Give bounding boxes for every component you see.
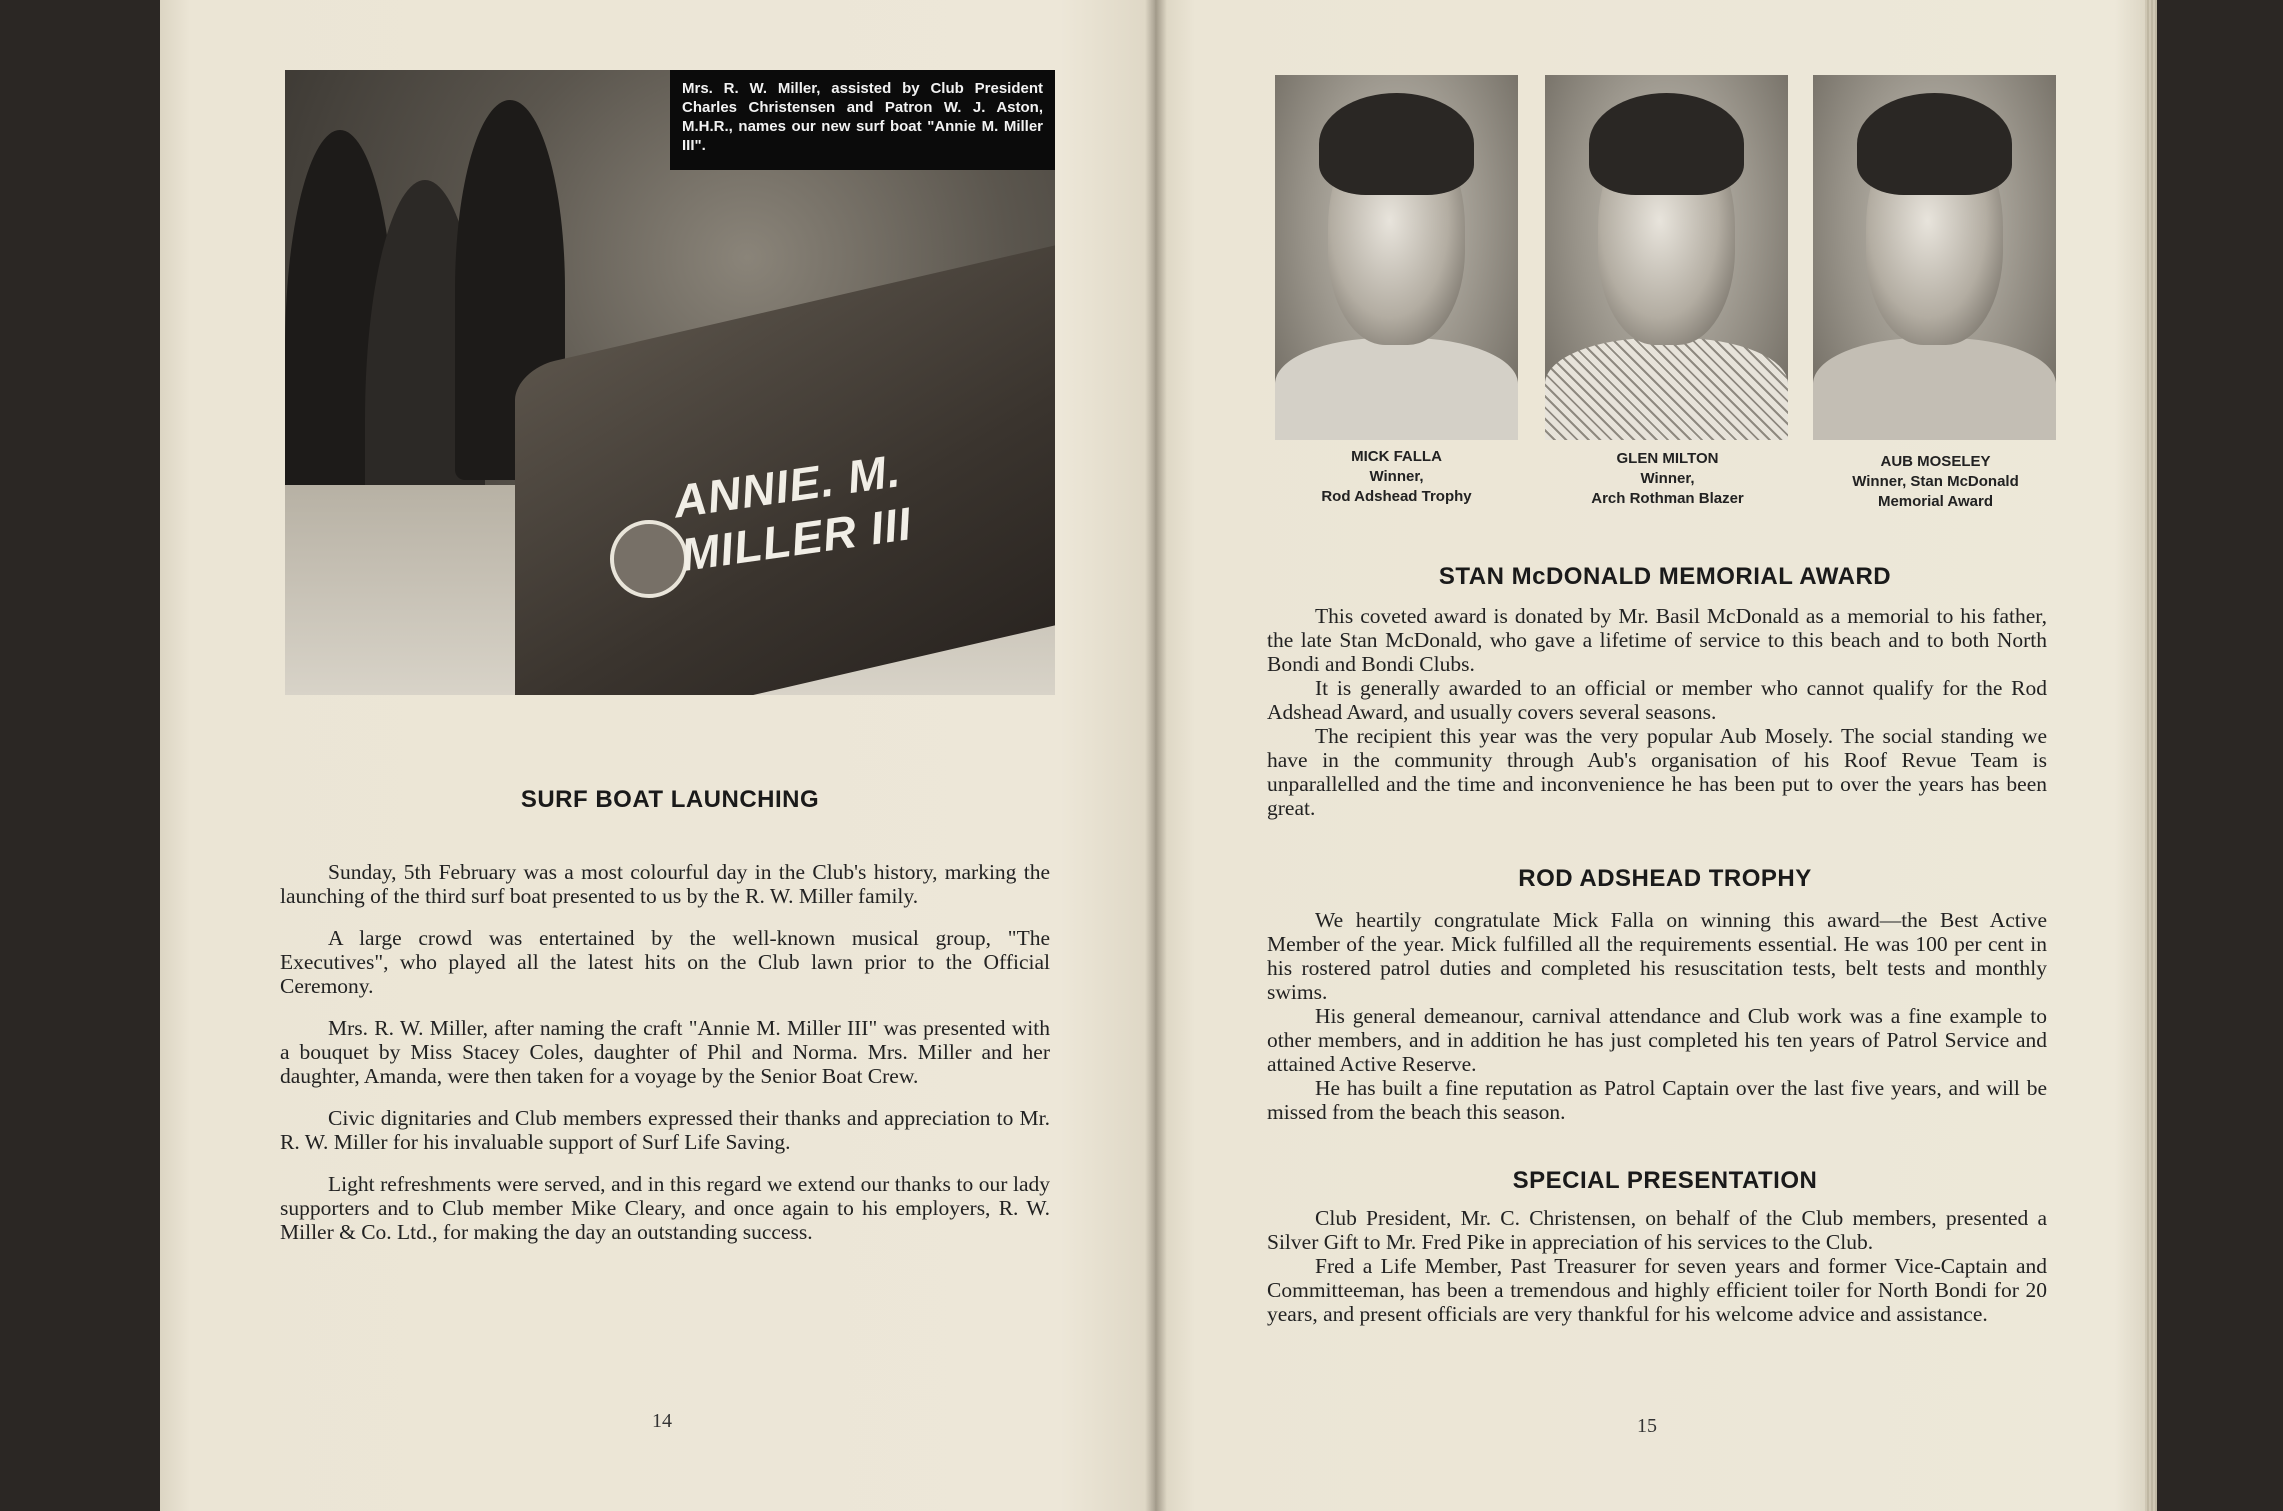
portrait-award-line: Winner, <box>1640 470 1695 487</box>
section-heading: SPECIAL PRESENTATION <box>1512 1167 1818 1194</box>
paragraph: Sunday, 5th February was a most colourful day in the Club's history, marking the launching of the third surf boat presented to us by the R. W. Miller family. <box>280 860 1050 908</box>
boat-name-text: ANNIE. M. MILLER III <box>670 444 915 581</box>
paragraph: The recipient this year was the very popular Aub Mosely. The social standing we have in the community through Aub's organisation of his Roof Revue Team is unparallelled and the time and inconvenience he has been put to over the years has been great. <box>1267 724 2047 820</box>
section-heading: ROD ADSHEAD TROPHY <box>1518 865 1812 892</box>
paragraph: He has built a fine reputation as Patrol Captain over the last five years, and will be missed from the beach this season. <box>1267 1076 2047 1124</box>
paragraph: It is generally awarded to an official or member who cannot qualify for the Rod Adshead Award, and usually covers several seasons. <box>1267 676 2047 724</box>
portrait-name: GLEN MILTON <box>1616 450 1719 467</box>
paragraph: A large crowd was entertained by the well-known musical group, "The Executives", who played all the latest hits on the Club lawn prior to the Official Ceremony. <box>280 926 1050 998</box>
portrait-mick-falla <box>1275 75 1518 440</box>
portrait-caption <box>1274 447 1519 507</box>
section-body <box>1267 604 2047 820</box>
portrait-caption <box>1545 449 1790 509</box>
portrait-hair <box>1319 93 1475 195</box>
boat-emblem <box>610 520 688 598</box>
portrait-shoulders <box>1545 338 1788 440</box>
section-body <box>1267 1206 2047 1326</box>
section-body <box>1267 908 2047 1124</box>
portrait-shoulders <box>1813 338 2056 440</box>
paragraph: Mrs. R. W. Miller, after naming the craft "Annie M. Miller III" was presented with a bouquet by Miss Stacey Coles, daughter of Phil and Norma. Mrs. Miller and her daughter, Amanda, were then taken for a voyage by the Senior Boat Crew. <box>280 1016 1050 1088</box>
portrait-aub-moseley <box>1813 75 2056 440</box>
paragraph: Light refreshments were served, and in this regard we extend our thanks to our lady supporters and to Club member Mike Cleary, and once again to his employers, R. W. Miller & Co. Ltd., for making the day an outstanding success. <box>280 1172 1050 1244</box>
portrait-hair <box>1857 93 2013 195</box>
portrait-award-line: Winner, Stan McDonald <box>1852 473 2019 490</box>
paragraph: Club President, Mr. C. Christensen, on behalf of the Club members, presented a Silver Gift to Mr. Fred Pike in appreciation of his services to the Club. <box>1267 1206 2047 1254</box>
portrait-award-line: Arch Rothman Blazer <box>1591 490 1744 507</box>
paragraph: This coveted award is donated by Mr. Basil McDonald as a memorial to his father, the late Stan McDonald, who gave a lifetime of service to this beach and to both North Bondi and Bondi Clubs. <box>1267 604 2047 676</box>
photo-caption: Mrs. R. W. Miller, assisted by Club President Charles Christensen and Patron W. J. Aston, M.H.R., names our new surf boat "Annie M. Miller III". <box>670 70 1055 170</box>
portrait-caption <box>1813 452 2058 512</box>
portrait-award-line: Rod Adshead Trophy <box>1321 488 1472 505</box>
paragraph: His general demeanour, carnival attendance and Club work was a fine example to other members, and in addition he has just completed his ten years of Patrol Service and attained Active Reserve. <box>1267 1004 2047 1076</box>
booklet-spread <box>160 0 2157 1511</box>
section-heading: STAN McDONALD MEMORIAL AWARD <box>1438 563 1892 590</box>
page-number: 14 <box>652 1410 672 1432</box>
paragraph: We heartily congratulate Mick Falla on winning this award—the Best Active Member of the year. Mick fulfilled all the requirements essential. He was 100 per cent in his rostered patrol duties and completed his resuscitation tests, belt tests and monthly swims. <box>1267 908 2047 1004</box>
page-left <box>160 0 1155 1511</box>
page-number: 15 <box>1637 1415 1657 1437</box>
portrait-name: MICK FALLA <box>1351 448 1442 465</box>
portrait-award-line: Winner, <box>1369 468 1424 485</box>
article-body <box>280 860 1050 1262</box>
paragraph: Fred a Life Member, Past Treasurer for seven years and former Vice-Captain and Committeeman, has been a tremendous and highly efficient toiler for North Bondi for 20 years, and present officials are very thankful for his welcome advice and assistance. <box>1267 1254 2047 1326</box>
portrait-name: AUB MOSELEY <box>1880 453 1991 470</box>
portrait-shoulders <box>1275 338 1518 440</box>
page-edge <box>2145 0 2157 1511</box>
portrait-glen-milton <box>1545 75 1788 440</box>
book-gutter <box>1145 0 1167 1511</box>
portrait-award-line: Memorial Award <box>1877 493 1994 510</box>
portrait-hair <box>1589 93 1745 195</box>
paragraph: Civic dignitaries and Club members expressed their thanks and appreciation to Mr. R. W. Miller for his invaluable support of Surf Life Saving. <box>280 1106 1050 1154</box>
section-heading: SURF BOAT LAUNCHING <box>520 786 820 813</box>
